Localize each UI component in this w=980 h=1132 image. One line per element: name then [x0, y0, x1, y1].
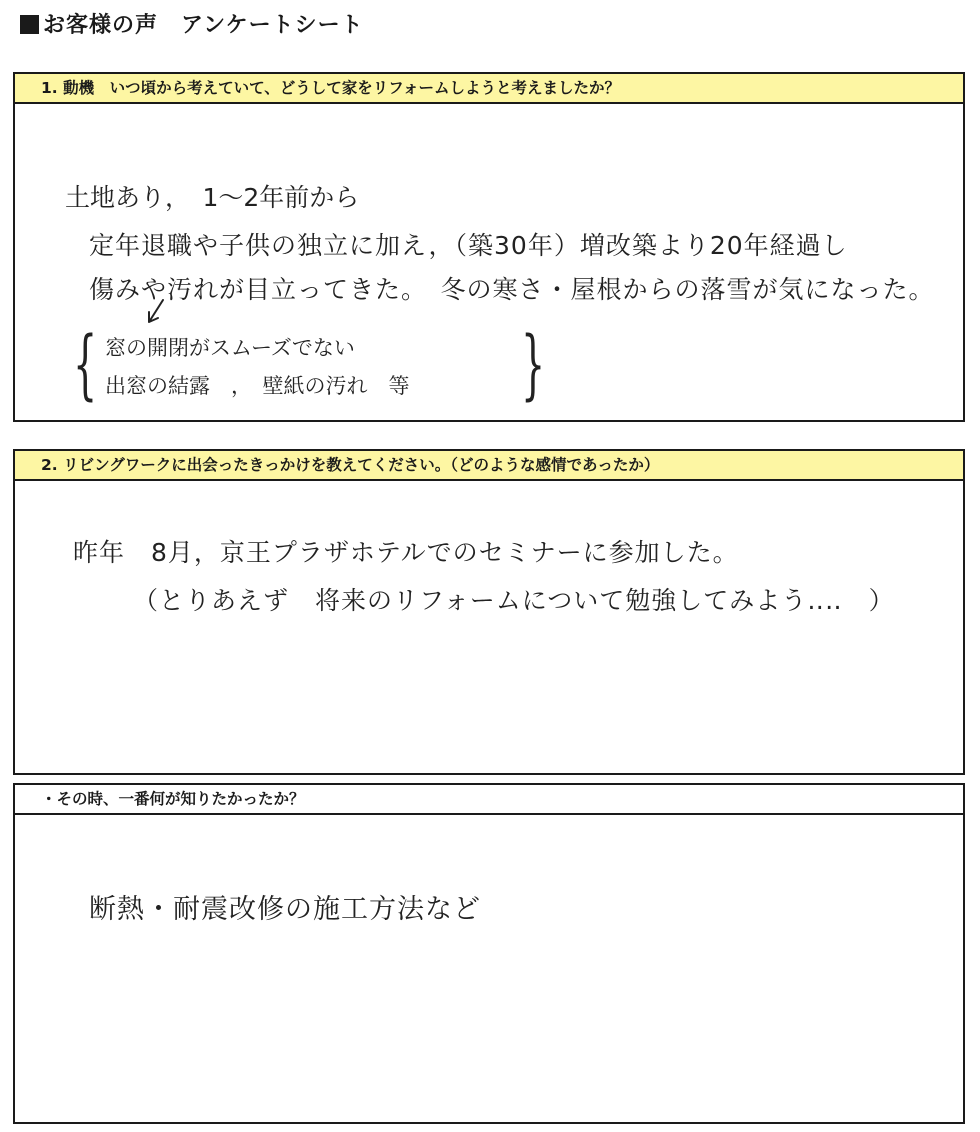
title-square-icon	[20, 15, 39, 34]
answer-1-line-1: 土地あり， 1〜2年前から	[65, 183, 360, 212]
answer-2-line-1: 昨年 8月，京王プラザホテルでのセミナーに参加した。	[73, 538, 739, 567]
answer-2-line-2: （とりあえず 将来のリフォームについて勉強してみよう‥‥ ）	[133, 586, 895, 615]
question-1-text: 1. 動機 いつ頃から考えていて、どうして家をリフォームしようと考えましたか？	[41, 79, 620, 97]
right-brace: }	[521, 319, 546, 408]
answer-2-box	[13, 481, 965, 775]
answer-1-line-2: 定年退職や子供の独立に加え，（築30年）増改築より20年経過し	[89, 231, 848, 260]
question-1-header	[13, 72, 965, 104]
answer-3-box	[13, 815, 965, 1124]
question-2-text: 2. リビングワークに出会ったきっかけを教えてください。（どのような感情であったか）	[41, 456, 660, 474]
arrow-icon	[143, 298, 167, 328]
left-brace: {	[73, 319, 98, 408]
question-2-header	[13, 449, 965, 481]
answer-1-line-5: 出窓の結露 ， 壁紙の汚れ 等	[105, 374, 410, 398]
answer-1-line-4: 窓の開閉がスムーズでない	[105, 336, 355, 360]
question-3-text: ・その時、一番何が知りたかったか？	[41, 790, 305, 808]
answer-1-box	[13, 104, 965, 422]
page-title	[20, 8, 364, 39]
answer-1-line-3: 傷みや汚れが目立ってきた。 冬の寒さ・屋根からの落雪が気になった。	[89, 275, 935, 304]
question-3-header	[13, 783, 965, 815]
title-text: お客様の声 アンケートシート	[43, 13, 364, 38]
answer-3-line-1: 断熱・耐震改修の施工方法など	[89, 894, 481, 925]
